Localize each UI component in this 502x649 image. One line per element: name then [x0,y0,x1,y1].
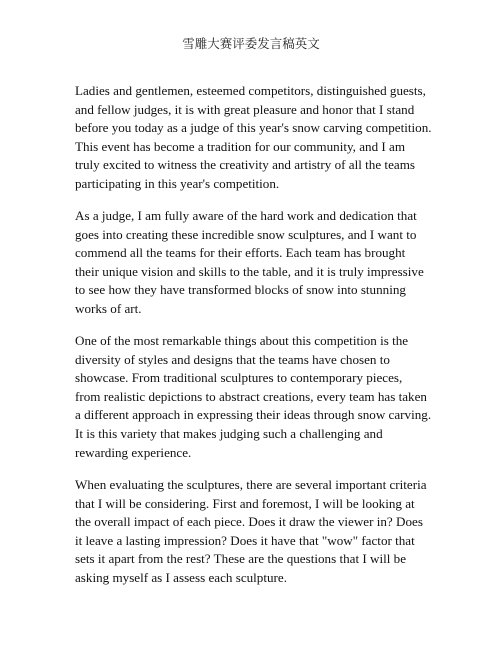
paragraph-line: their unique vision and skills to the table, and it is truly impressive [75,263,424,279]
paragraph-line: diversity of styles and designs that the teams have chosen to [75,351,390,367]
paragraph-line: works of art. [75,300,142,316]
paragraph-4 [75,476,440,588]
paragraph-line: a different approach in expressing their ideas through snow carving. [75,407,432,423]
paragraph-line: This event has become a tradition for our community, and I am [75,138,406,154]
paragraph-3 [75,332,440,462]
paragraph-2 [75,207,440,319]
paragraph-line: goes into creating these incredible snow sculptures, and I want to [75,226,417,242]
paragraph-line: participating in this year's competition. [75,175,280,191]
paragraph-line: that I will be considering. First and foremost, I will be looking at [75,495,415,511]
paragraph-line: sets it apart from the rest? These are the questions that I will be [75,551,407,567]
paragraph-line: truly excited to witness the creativity and artistry of all the teams [75,157,415,173]
paragraph-line: to see how they have transformed blocks of snow into stunning [75,282,406,298]
paragraph-line: it leave a lasting impression? Does it have that "wow" factor that [75,532,415,548]
paragraph-line: One of the most remarkable things about this competition is the [75,333,409,348]
paragraph-line: from realistic depictions to abstract creations, every team has taken [75,388,427,404]
document-title: 雪雕大赛评委发言稿英文 [182,36,320,51]
paragraph-line: the overall impact of each piece. Does it draw the viewer in? Does [75,514,423,530]
paragraph-line: asking myself as I assess each sculpture. [75,569,287,585]
paragraph-line: Ladies and gentlemen, esteemed competitors, distinguished guests, [75,83,426,98]
paragraph-line: rewarding experience. [75,444,192,460]
paragraph-line: As a judge, I am fully aware of the hard work and dedication that [75,208,417,223]
paragraph-line: before you today as a judge of this year's snow carving competition. [75,120,432,136]
paragraph-1 [75,82,440,194]
paragraph-line: and fellow judges, it is with great pleasure and honor that I stand [75,101,415,117]
paragraph-line: It is this variety that makes judging such a challenging and [75,425,383,441]
paragraph-line: commend all the teams for their efforts. Each team has brought [75,245,406,261]
paragraph-line: When evaluating the sculptures, there are several important criteria [75,477,427,492]
paragraph-line: showcase. From traditional sculptures to contemporary pieces, [75,370,403,386]
